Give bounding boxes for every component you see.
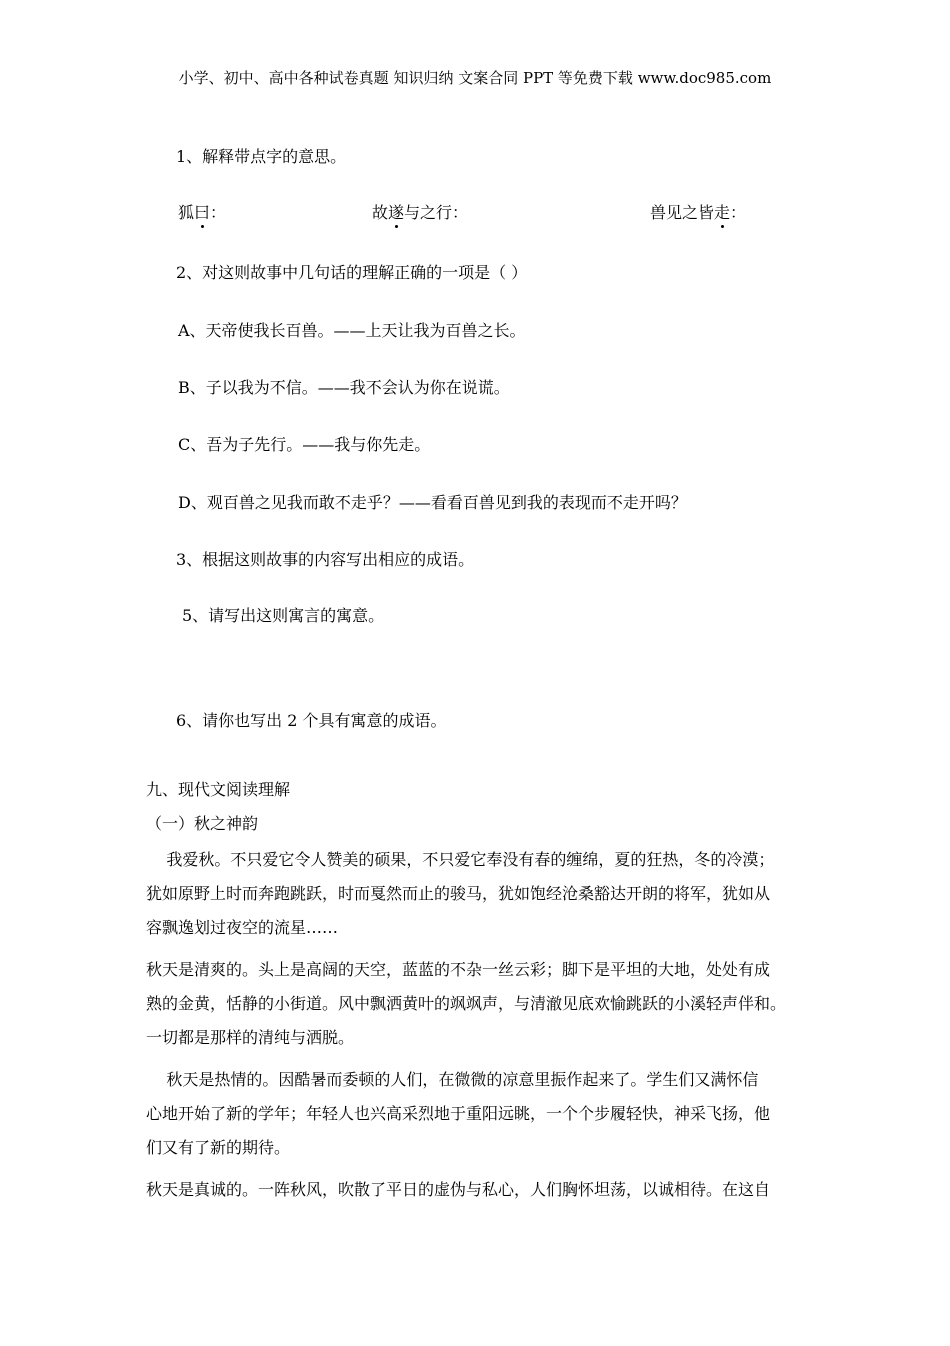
paragraph-2: 秋天是清爽的。头上是高阔的天空，蓝蓝的不杂一丝云彩；脚下是平坦的大地，处处有成 熟的金黄，恬静的小街道。风中飘洒黄叶的飒飒声，与清澈见底欢愉跳跃的小溪轻声伴和。 一切都是那样的清纯与洒脱。 (146, 960, 787, 1047)
dotted-char: 遂 (388, 203, 405, 222)
q2-option-b: B、子以我为不信。——我不会认为你在说谎。 (178, 378, 510, 397)
q2-option-c: C、吾为子先行。——我与你先走。 (178, 435, 431, 454)
question-2-title: 2、对这则故事中几句话的理解正确的一项是（ ） (176, 263, 528, 282)
q1-item-1: 狐曰： (178, 203, 227, 222)
question-5: 5、请写出这则寓言的寓意。 (182, 606, 385, 625)
page-header: 小学、初中、高中各种试卷真题 知识归纳 文案合同 PPT 等免费下载 www.doc985.com (178, 69, 772, 87)
q2-option-a: A、天帝使我长百兽。——上天让我为百兽之长。 (178, 321, 526, 340)
paragraph-1: 我爱秋。不只爱它令人赞美的硕果，不只爱它奉没有春的缠绵，夏的狂热，冬的冷漠； 犹如原野上时而奔跑跳跃，时而戛然而止的骏马，犹如饱经沧桑豁达开朗的将军，犹如从 容飘逸划过夜空的流星…… (146, 850, 775, 937)
section-title: 九、现代文阅读理解 (146, 780, 291, 799)
section-subtitle: （一）秋之神韵 (146, 814, 259, 833)
dotted-char: 曰 (194, 203, 211, 222)
q2-option-d: D、观百兽之见我而敢不走乎？——看看百兽见到我的表现而不走开吗？ (178, 493, 687, 512)
question-6: 6、请你也写出 2 个具有寓意的成语。 (176, 711, 447, 730)
q1-item-2: 故遂与之行： (372, 203, 469, 222)
dotted-char: 走 (714, 203, 731, 222)
question-3: 3、根据这则故事的内容写出相应的成语。 (176, 550, 475, 569)
q1-item-3: 兽见之皆走： (650, 203, 747, 222)
paragraph-4: 秋天是真诚的。一阵秋风，吹散了平日的虚伪与私心，人们胸怀坦荡，以诚相待。在这自 (146, 1180, 771, 1199)
paragraph-3: 秋天是热情的。因酷暑而委顿的人们，在微微的凉意里振作起来了。学生们又满怀信 心地开始了新的学年；年轻人也兴高采烈地于重阳远眺，一个个步履轻快，神采飞扬，他 们又有了新的期待。 (146, 1070, 771, 1157)
question-1-title: 1、解释带点字的意思。 (176, 147, 347, 166)
